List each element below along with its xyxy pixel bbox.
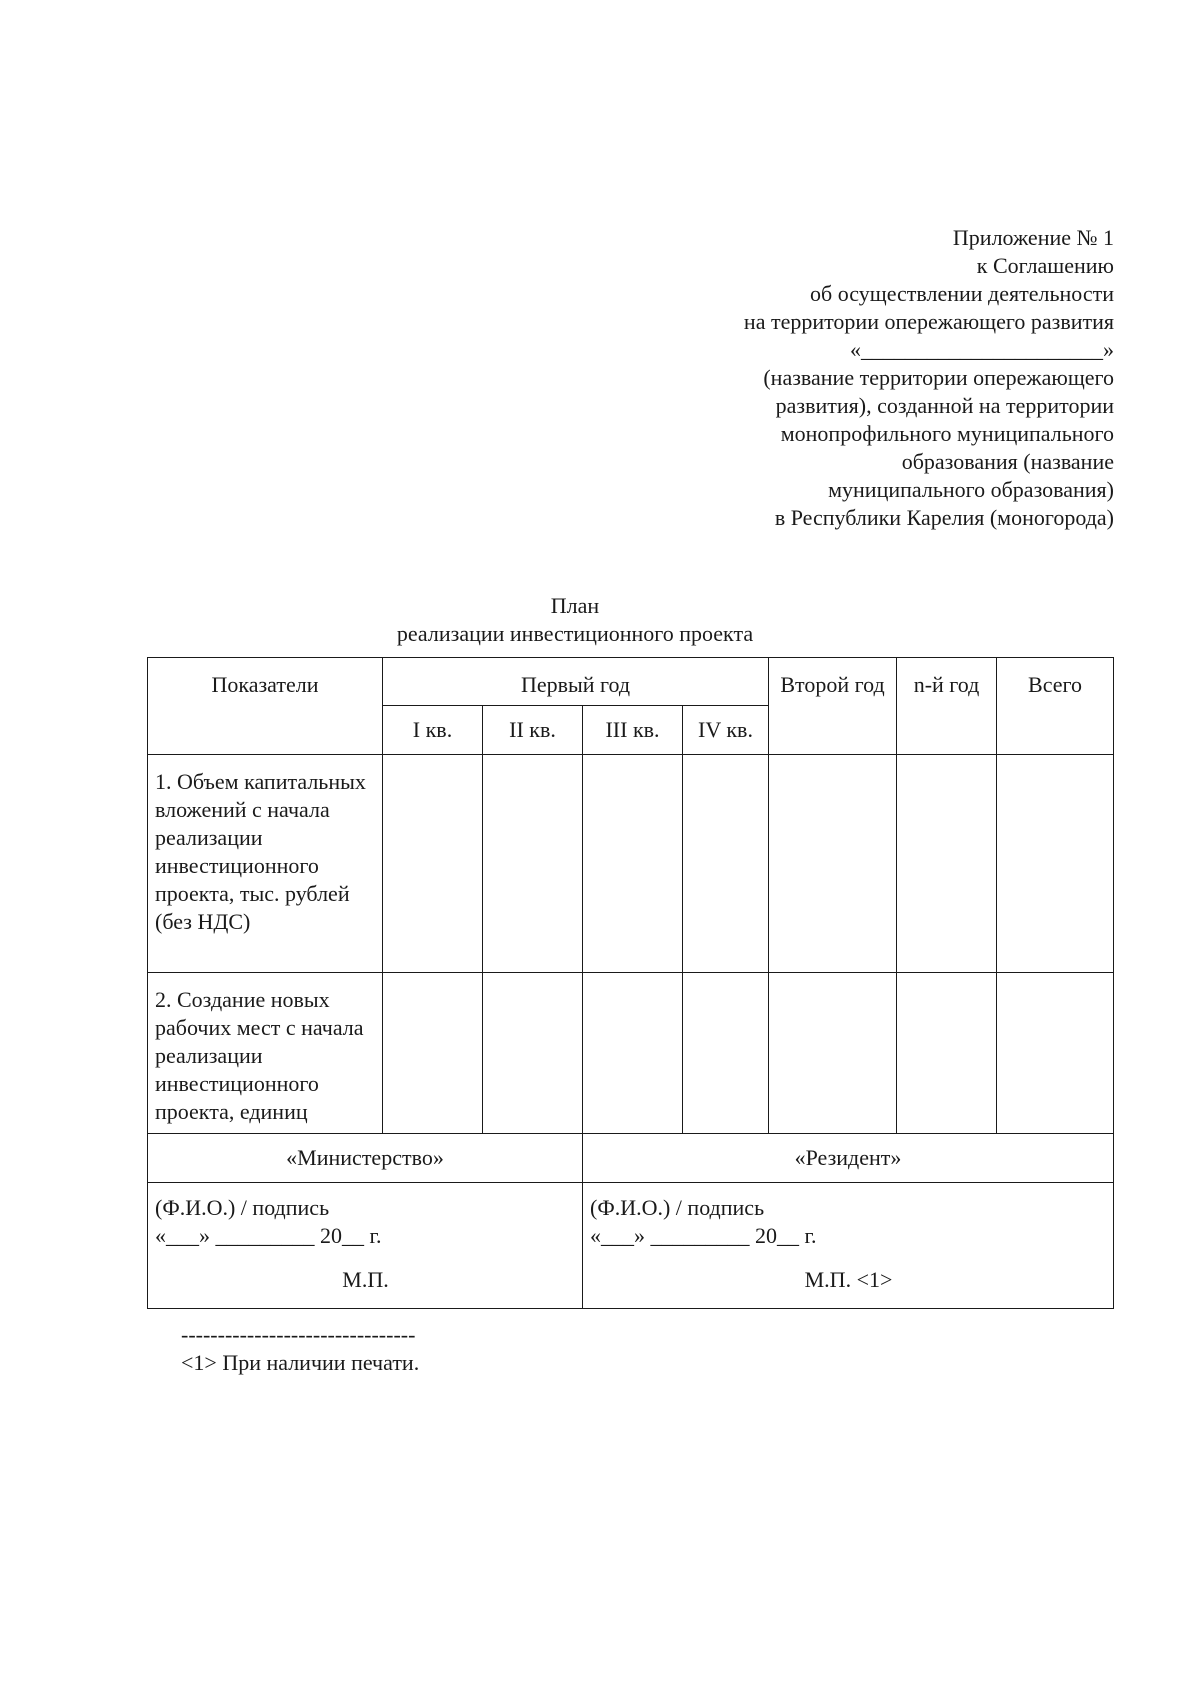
value-cell <box>583 755 683 973</box>
name-signature-line: (Ф.И.О.) / подпись <box>590 1195 765 1220</box>
value-cell <box>769 755 897 973</box>
header-line: монопрофильного муниципального <box>780 421 1114 446</box>
resident-signature-block <box>583 1183 1114 1309</box>
header-quarter-2: II кв. <box>483 706 583 755</box>
stamp-place: М.П. <1> <box>804 1267 893 1292</box>
value-cell <box>483 755 583 973</box>
value-cell <box>583 973 683 1134</box>
value-cell <box>383 973 483 1134</box>
header-line: к Соглашению <box>976 253 1114 278</box>
appendix-header <box>594 224 1114 532</box>
header-total: Всего <box>997 658 1114 755</box>
header-quarter-3: III кв. <box>583 706 683 755</box>
value-cell <box>769 973 897 1134</box>
value-cell <box>897 755 997 973</box>
header-line: Приложение № 1 <box>952 225 1114 250</box>
footnote <box>181 1321 419 1377</box>
footnote-separator: -------------------------------- <box>181 1322 416 1347</box>
value-cell <box>383 755 483 973</box>
header-line: на территории опережающего развития <box>743 309 1114 334</box>
name-signature-line: (Ф.И.О.) / подпись <box>155 1195 330 1220</box>
resident-party: «Резидент» <box>583 1134 1114 1183</box>
date-line: «___» _________ 20__ г. <box>590 1223 817 1248</box>
signature-header-row <box>148 1134 1114 1183</box>
footnote-text: <1> При наличии печати. <box>181 1350 420 1375</box>
header-line: об осуществлении деятельности <box>810 281 1114 306</box>
investment-plan-table <box>147 657 1114 1309</box>
header-line: развития), созданной на территории <box>775 393 1114 418</box>
date-line: «___» _________ 20__ г. <box>155 1223 382 1248</box>
signature-row <box>148 1183 1114 1309</box>
value-cell <box>897 973 997 1134</box>
header-quarter-1: I кв. <box>383 706 483 755</box>
value-cell <box>997 755 1114 973</box>
header-line: (название территории опережающего <box>763 365 1114 390</box>
value-cell <box>683 973 769 1134</box>
header-second-year: Второй год <box>769 658 897 755</box>
header-quarter-4: IV кв. <box>683 706 769 755</box>
header-first-year: Первый год <box>383 658 769 706</box>
ministry-signature-block <box>148 1183 583 1309</box>
stamp-place: М.П. <box>342 1267 389 1292</box>
table-row <box>148 973 1114 1134</box>
value-cell <box>683 755 769 973</box>
row-label-new-jobs: 2. Создание новых рабочих мест с начала реализации инвестиционного проекта, единиц <box>148 973 383 1134</box>
header-indicators: Показатели <box>148 658 383 755</box>
document-title <box>147 592 1003 648</box>
header-row <box>148 658 1114 706</box>
ministry-party: «Министерство» <box>148 1134 583 1183</box>
header-line: муниципального образования) <box>828 477 1114 502</box>
value-cell <box>997 973 1114 1134</box>
header-line: «______________________» <box>850 337 1114 362</box>
value-cell <box>483 973 583 1134</box>
row-label-capital-investment: 1. Объем капитальных вложений с начала реализации инвестиционного проекта, тыс. рублей (без НДС) <box>148 755 383 973</box>
header-line: в Республики Карелия (моногорода) <box>774 505 1114 530</box>
header-line: образования (название <box>901 449 1114 474</box>
title-line-1: План <box>550 593 600 618</box>
header-nth-year: n-й год <box>897 658 997 755</box>
title-line-2: реализации инвестиционного проекта <box>396 621 754 646</box>
table-row <box>148 755 1114 973</box>
